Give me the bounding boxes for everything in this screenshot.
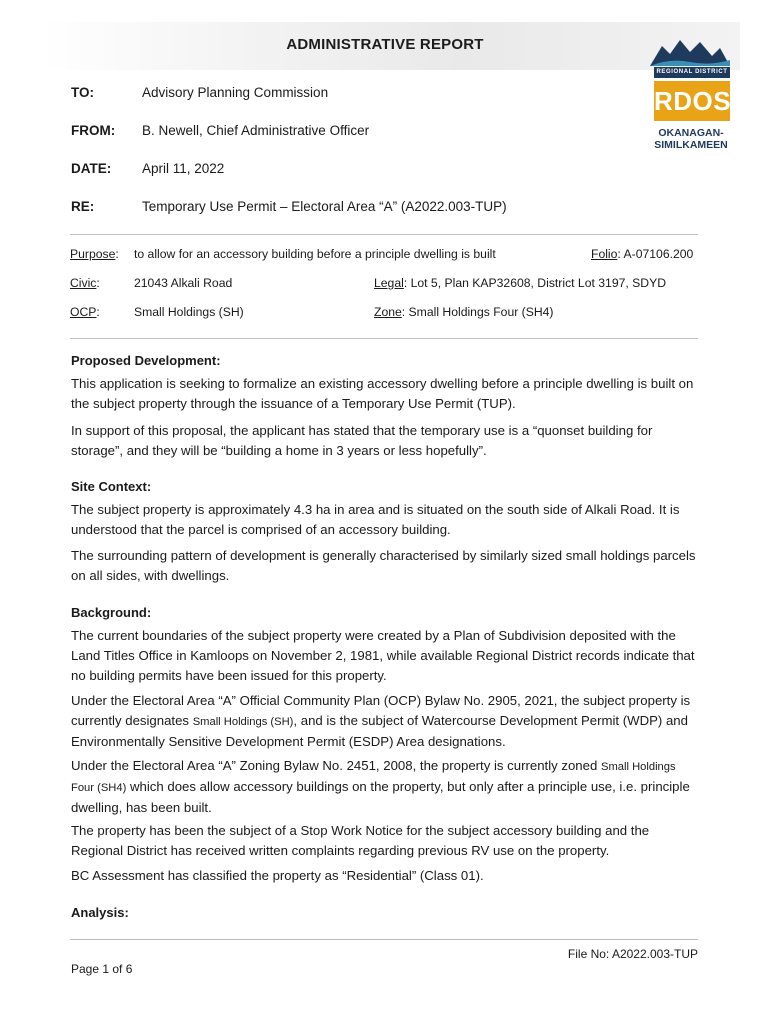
site-heading: Site Context: — [71, 479, 152, 494]
to-label: TO: — [71, 85, 94, 100]
re-label: RE: — [71, 199, 95, 214]
re-value: Temporary Use Permit – Electoral Area “A” (A2022.003-TUP) — [142, 199, 507, 214]
logo-acronym: RDOS — [654, 81, 730, 121]
divider-top — [70, 234, 698, 235]
from-label: FROM: — [71, 123, 116, 138]
date-value: April 11, 2022 — [142, 161, 225, 176]
divider-footer — [70, 939, 698, 940]
background-paragraph-3 — [71, 756, 699, 818]
mountains-icon — [640, 30, 736, 70]
site-paragraph-2: The surrounding pattern of development is generally characterised by similarly sized small holdings parcels on all sides, with dwellings. — [71, 548, 696, 583]
civic-label-group: Civic: — [70, 276, 100, 290]
background-heading: Background: — [71, 605, 152, 620]
zone-value: : Small Holdings Four (SH4) — [401, 305, 554, 319]
proposed-heading: Proposed Development: — [71, 353, 221, 368]
bg-p3-part-a: Under the Electoral Area “A” Zoning Bylaw No. 2451, 2008, the property is currently zoned — [71, 758, 601, 773]
background-paragraph-1: The current boundaries of the subject property were created by a Plan of Subdivision deposited with the Land Titles Office in Kamloops on November 2, 1981, while available Regional District records indicate that no building permits have been issued for this property. — [71, 628, 695, 683]
logo-name — [646, 127, 736, 151]
bg-p3-zone-name: Small Holdings Four (SH4) — [71, 761, 676, 794]
ocp-value: Small Holdings (SH) — [134, 305, 244, 319]
proposed-paragraph-2: In support of this proposal, the applicant has stated that the temporary use is a “quonset building for storage”, and they will be “building a home in 3 years or less hopefully”. — [71, 423, 653, 458]
rdos-logo — [640, 30, 736, 156]
bg-p2-part-a: Under the Electoral Area “A” Official Community Plan (OCP) Bylaw No. 2905, 2021, the subject property is currently designates — [71, 693, 691, 728]
background-paragraph-4: The property has been the subject of a Stop Work Notice for the subject accessory building and the Regional District has received written complaints regarding previous RV use on the property. — [71, 823, 650, 858]
bg-p3-part-c: which does allow accessory buildings on the property, but only after a principle use, i.e. principle dwelling, has been built. — [71, 779, 690, 815]
folio-group — [591, 247, 693, 261]
legal-value: : Lot 5, Plan KAP32608, District Lot 3197, SDYD — [403, 276, 667, 290]
purpose-value: to allow for an accessory building before a principle dwelling is built — [134, 247, 496, 261]
from-value: B. Newell, Chief Administrative Officer — [142, 123, 370, 138]
footer-page-number: Page 1 of 6 — [71, 962, 133, 976]
background-paragraph-5: BC Assessment has classified the property as “Residential” (Class 01). — [71, 868, 484, 883]
bg-p2-part-c: , and is the subject of Watercourse Development Permit (WDP) and Environmentally Sensitive Development Permit (ESDP) Area designations. — [71, 713, 688, 749]
proposed-paragraph-1: This application is seeking to formalize an existing accessory dwelling before a principle dwelling is built on the subject property through the issuance of a Temporary Use Permit (TUP). — [71, 376, 694, 411]
folio-value: : A-07106.200 — [617, 247, 694, 261]
purpose-label-group: Purpose: — [70, 247, 119, 261]
footer-file-number: File No: A2022.003-TUP — [567, 947, 698, 961]
purpose-label: Purpose — [70, 247, 116, 261]
date-label: DATE: — [71, 161, 112, 176]
logo-name-line1: OKANAGAN- — [658, 127, 724, 139]
folio-label: Folio — [591, 247, 618, 261]
site-paragraph-1: The subject property is approximately 4.3 ha in area and is situated on the south side of Alkali Road. It is understood that the parcel is comprised of an accessory building. — [71, 502, 680, 537]
logo-regional-district: REGIONAL DISTRICT — [654, 67, 730, 78]
logo-name-line2: SIMILKAMEEN — [654, 139, 728, 151]
civic-value: 21043 Alkali Road — [134, 276, 233, 290]
zone-label: Zone — [374, 305, 402, 319]
to-value: Advisory Planning Commission — [142, 85, 329, 100]
report-title: ADMINISTRATIVE REPORT — [286, 36, 484, 53]
background-paragraph-2 — [71, 691, 699, 752]
ocp-label-group: OCP: — [70, 305, 100, 319]
legal-group — [374, 276, 666, 290]
analysis-heading: Analysis: — [71, 905, 129, 920]
civic-label: Civic — [70, 276, 97, 290]
ocp-label: OCP — [70, 305, 97, 319]
divider-details — [70, 338, 698, 339]
zone-group — [374, 305, 554, 319]
legal-label: Legal — [374, 276, 404, 290]
bg-p2-ocp-designation: Small Holdings (SH) — [192, 716, 294, 728]
